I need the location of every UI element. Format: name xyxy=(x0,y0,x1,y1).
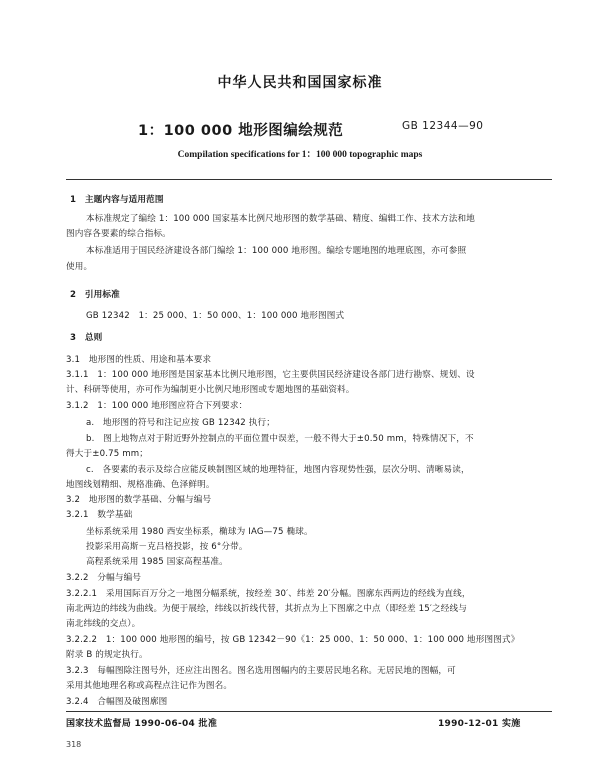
footer-divider xyxy=(66,711,552,712)
paragraph-line: 使用。 xyxy=(66,262,93,272)
clause-3-1-1: 3.1.1 1：100 000 地形图是国家基本比例尺地形图，它主要供国民经济建设各部门进行勘察、规划、设 xyxy=(66,370,475,380)
page-number: 318 xyxy=(66,740,82,749)
english-title: Compilation specifications for 1：100 000 topographic maps xyxy=(177,150,423,160)
list-item-b: b. 图上地物点对于附近野外控制点的平面位置中误差，一般不得大于±0.50 mm，特殊情况下，不 xyxy=(86,434,474,444)
section-2-heading: 2 引用标准 xyxy=(70,290,120,300)
paragraph-line: 投影采用高斯－克吕格投影，按 6°分带。 xyxy=(86,542,248,552)
clause-3-2-2-2: 3.2.2.2 1：100 000 地形图的编号，按 GB 12342－90《1：25 000、1：50 000、1：100 000 地形图图式》 xyxy=(66,635,520,645)
paragraph-line: 坐标系统采用 1980 西安坐标系，椭球为 IAG—75 椭球。 xyxy=(86,527,313,537)
clause-3-2-1: 3.2.1 数学基础 xyxy=(66,510,133,520)
paragraph-line: 得大于±0.75 mm； xyxy=(66,449,148,459)
paragraph-line: 南北两边的纬线为曲线。为便于展绘，纬线以折线代替，其折点为上下图廓之中点（即经差 15′之经线与 xyxy=(66,604,467,614)
clause-3-2: 3.2 地形图的数学基础、分幅与编号 xyxy=(66,495,212,505)
paragraph-line: 本标准规定了编绘 1：100 000 国家基本比例尺地形图的数学基础、精度、编辑工作、技术方法和地 xyxy=(86,214,475,224)
paragraph-line: 地图线划精细、规格准确、色泽鲜明。 xyxy=(66,480,215,490)
paragraph-line: 南北纬线的交点）。 xyxy=(66,619,141,629)
paragraph-line: 计、科研等使用，亦可作为编制更小比例尺地形图或专题地图的基础资料。 xyxy=(66,385,355,395)
header-divider xyxy=(66,179,552,180)
paragraph-line: 图内容各要素的综合指标。 xyxy=(66,229,171,239)
referenced-standard: GB 12342 1：25 000、1：50 000、1：100 000 地形图图式 xyxy=(86,311,345,321)
section-3-heading: 3 总则 xyxy=(70,333,103,343)
list-item-c: c. 各要素的表示及综合应能反映制图区域的地理特征，地图内容现势性强，层次分明、清晰易读， xyxy=(86,465,470,475)
clause-3-1-2: 3.1.2 1：100 000 地形图应符合下列要求： xyxy=(66,401,248,411)
approval-date: 国家技术监督局 1990-06-04 批准 xyxy=(66,719,218,729)
paragraph-line: 采用其他地理名称或高程点注记作为图名。 xyxy=(66,681,233,691)
clause-3-1: 3.1 地形图的性质、用途和基本要求 xyxy=(66,355,212,365)
paragraph-line: 附录 B 的规定执行。 xyxy=(66,650,148,660)
list-item-a: a. 地形图的符号和注记应按 GB 12342 执行； xyxy=(86,418,276,428)
section-1-heading: 1 主题内容与适用范围 xyxy=(70,195,164,205)
paragraph-line: 高程系统采用 1985 国家高程基准。 xyxy=(86,557,228,567)
clause-3-2-3: 3.2.3 每幅图除注图号外，还应注出图名。图名选用图幅内的主要居民地名称。无居民地的图幅，可 xyxy=(66,666,456,676)
standard-code: GB 12344—90 xyxy=(402,120,484,132)
clause-3-2-2: 3.2.2 分幅与编号 xyxy=(66,573,142,583)
standard-title: 1：100 000 地形图编绘规范 xyxy=(138,123,344,139)
paragraph-line: 本标准适用于国民经济建设各部门编绘 1：100 000 地形图。编绘专题地图的地理底图，亦可参照 xyxy=(86,246,467,256)
issuing-organization: 中华人民共和国国家标准 xyxy=(217,75,383,91)
clause-3-2-2-1: 3.2.2.1 采用国际百万分之一地图分幅系统，按经差 30′、纬差 20′分幅。图廓东西两边的经线为直线， xyxy=(66,589,471,599)
effective-date: 1990-12-01 实施 xyxy=(438,719,521,729)
clause-3-2-4: 3.2.4 合幅图及破图廓图 xyxy=(66,697,168,707)
